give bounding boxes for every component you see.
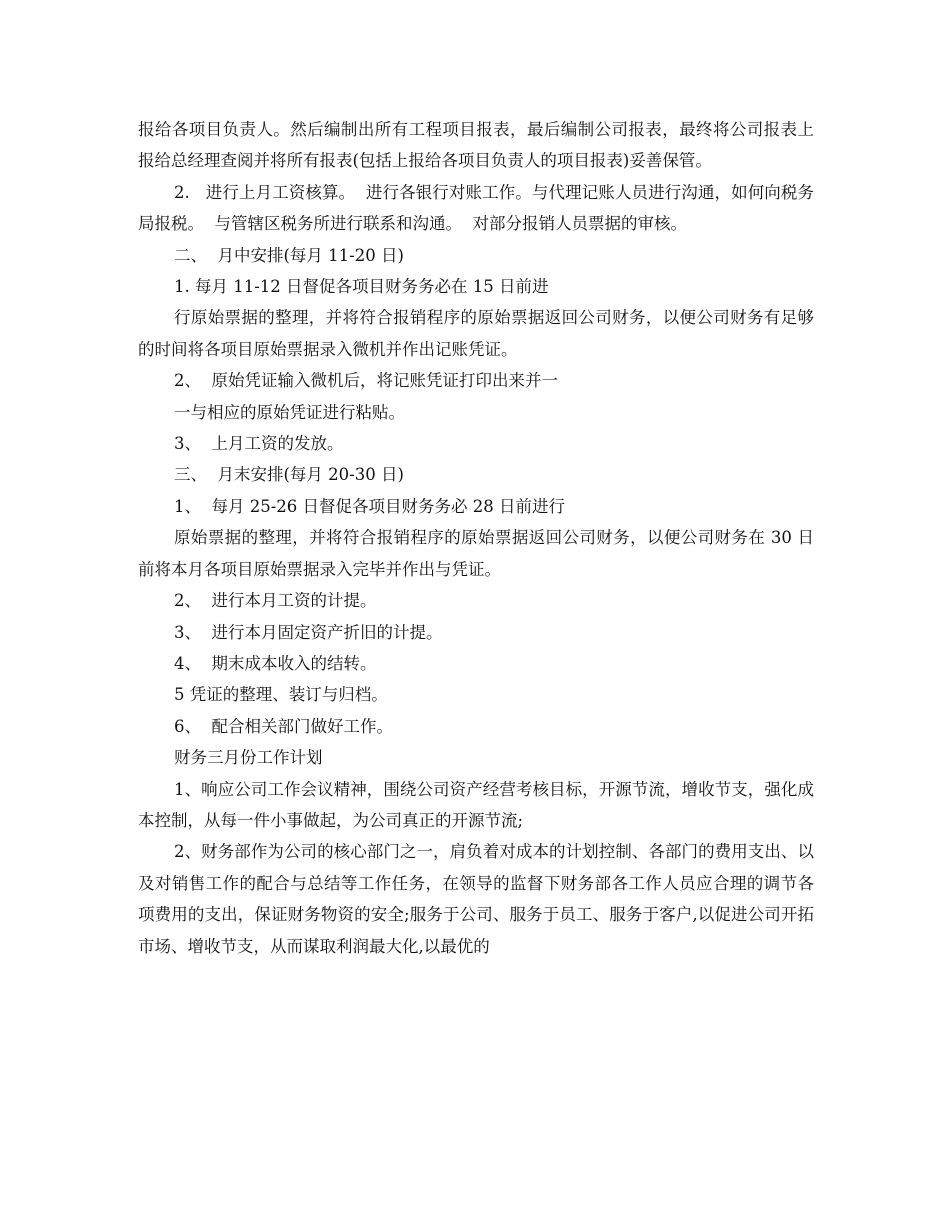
section-heading-month-end: 三、 月末安排(每月 20-30 日) [174, 465, 404, 485]
paragraph-18: 1、响应公司工作会议精神，围绕公司资产经营考核目标，开源节流，增收节支，强化成本控制，从每一件小事做起，为公司真正的开源节流; [138, 779, 814, 830]
section-heading-march-plan: 财务三月份工作计划 [174, 748, 323, 768]
paragraph-15: 5 凭证的整理、装订与归档。 [174, 685, 388, 705]
paragraph-4: 1. 每月 11-12 日督促各项目财务务必在 15 日前进 [174, 277, 549, 297]
document-body [138, 114, 814, 962]
paragraph-12: 2、 进行本月工资的计提。 [174, 591, 377, 611]
paragraph-6: 2、 原始凭证输入微机后，将记账凭证打印出来并一 [174, 371, 558, 391]
paragraph-11: 原始票据的整理，并将符合报销程序的原始票据返回公司财务，以便公司财务在 30 日前将本月各项目原始票据录入完毕并作出与凭证。 [138, 528, 814, 579]
paragraph-7: 一与相应的原始凭证进行粘贴。 [174, 402, 405, 422]
paragraph-14: 4、 期末成本收入的结转。 [174, 653, 377, 673]
paragraph-1: 报给各项目负责人。然后编制出所有工程项目报表，最后编制公司报表，最终将公司报表上报给总经理查阅并将所有报表(包括上报给各项目负责人的项目报表)妥善保管。 [138, 120, 814, 171]
paragraph-8: 3、 上月工资的发放。 [174, 434, 344, 454]
section-heading-mid-month: 二、 月中安排(每月 11-20 日) [174, 245, 404, 265]
paragraph-5: 行原始票据的整理，并将符合报销程序的原始票据返回公司财务，以便公司财务有足够的时间将各项目原始票据录入微机并作出记账凭证。 [138, 308, 814, 359]
paragraph-10: 1、 每月 25-26 日督促各项目财务务必 28 日前进行 [174, 496, 566, 516]
paragraph-19: 2、财务部作为公司的核心部门之一，肩负着对成本的计划控制、各部门的费用支出、以及对销售工作的配合与总结等工作任务，在领导的监督下财务部各工作人员应合理的调节各项费用的支出，保证财务物资的安全;服务于公司、服务于员工、服务于客户,以促进公司开拓市场、增收节支，从而谋取利润最大化,以最优的 [138, 842, 814, 956]
paragraph-16: 6、 配合相关部门做好工作。 [174, 716, 393, 736]
paragraph-13: 3、 进行本月固定资产折旧的计提。 [174, 622, 443, 642]
paragraph-2: 2. 进行上月工资核算。 进行各银行对账工作。与代理记账人员进行沟通，如何向税务局报税。 与管辖区税务所进行联系和沟通。 对部分报销人员票据的审核。 [138, 182, 814, 234]
